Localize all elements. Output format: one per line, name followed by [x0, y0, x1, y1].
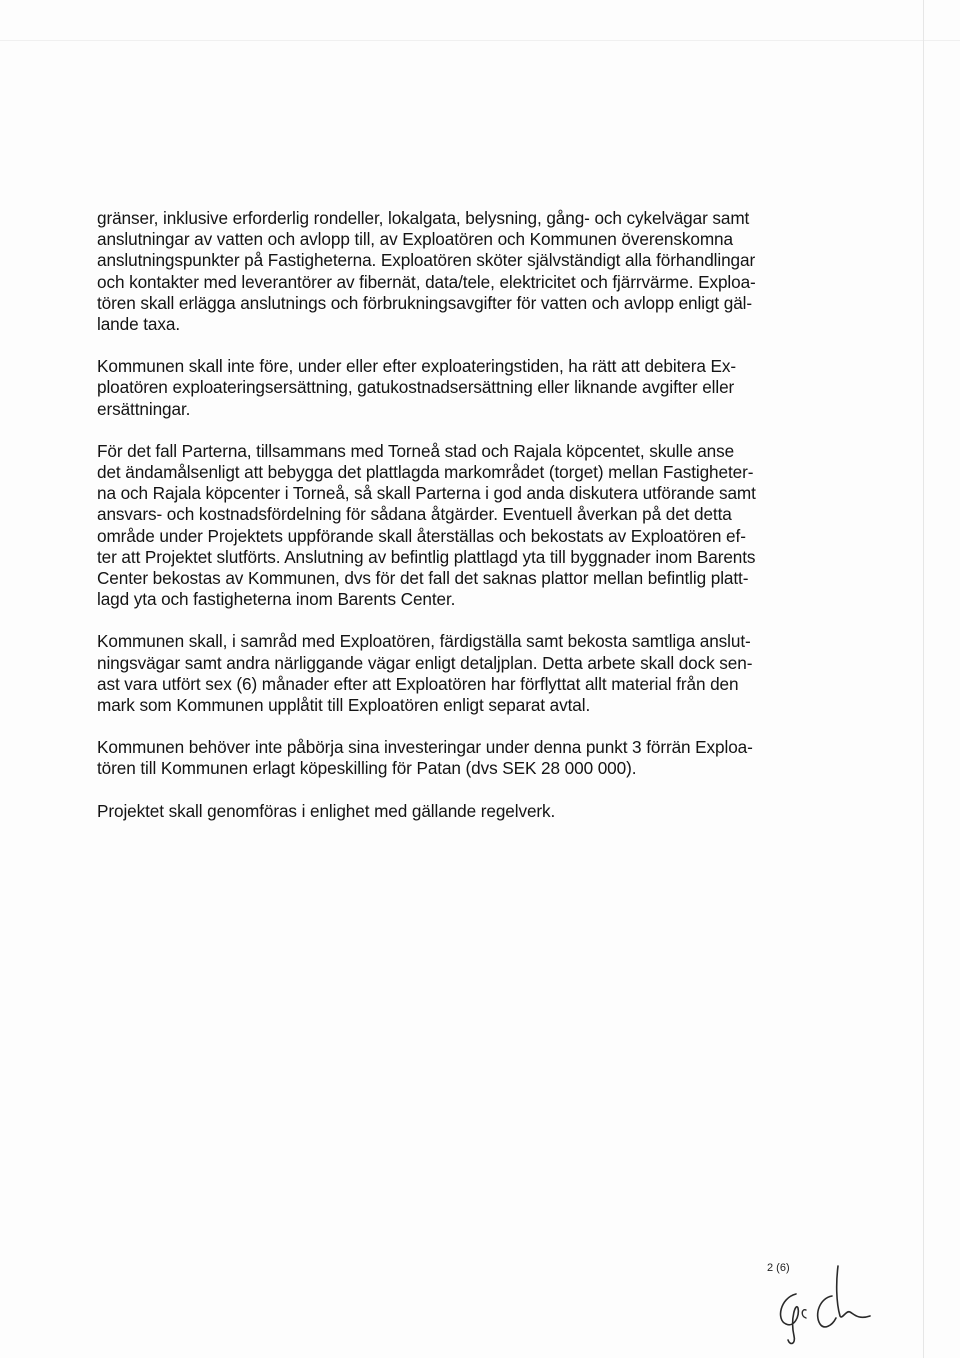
text-line: ersättningar. [97, 398, 191, 419]
scan-right-edge [923, 0, 924, 1358]
text-line: gränser, inklusive erforderlig rondeller, lokalgata, belysning, gång- och cykelvägar samt [97, 208, 750, 228]
text-line: ast vara utfört sex (6) månader efter att Exploatören har förflyttat allt material från den [97, 673, 739, 694]
text-line: Center bekostas av Kommunen, dvs för det fall det saknas plattor mellan befintlig platt- [97, 568, 749, 589]
document-body [97, 208, 787, 843]
paragraph-investments [97, 737, 787, 779]
text-line: Projektet skall genomföras i enlighet med gällande regelverk. [97, 800, 556, 821]
text-line: ter att Projektet slutförts. Anslutning av befintlig plattlagd yta till byggnader inom Barents [97, 546, 756, 567]
text-line: Kommunen skall, i samråd med Exploatören, färdigställa samt bekosta samtliga anslut- [97, 631, 751, 652]
text-line: ningsvägar samt andra närliggande vägar enligt detaljplan. Detta arbete skall dock sen- [97, 652, 753, 673]
text-line: tören skall erlägga anslutnings och förbrukningsavgifter för vatten och avlopp enligt gäl- [97, 292, 753, 313]
text-line: ploatören exploateringsersättning, gatukostnadsersättning eller liknande avgifter eller [97, 377, 735, 398]
page-number: 2 (6) [767, 1262, 790, 1274]
text-line: tören till Kommunen erlagt köpeskilling för Patan (dvs SEK 28 000 000). [97, 758, 637, 779]
text-line: och kontakter med leverantörer av fibernät, data/tele, elektricitet och fjärrvärme. Exploa- [97, 271, 756, 292]
text-line: lande taxa. [97, 314, 180, 335]
signature-icon [750, 1258, 880, 1348]
paragraph-connections [97, 208, 787, 335]
text-line: ansvars- och kostnadsfördelning för sådana åtgärder. Eventuell åverkan på det detta [97, 504, 732, 525]
text-line: na och Rajala köpcenter i Torneå, så skall Parterna i god anda diskutera utförande samt [97, 483, 756, 504]
text-line: mark som Kommunen upplåtit till Exploatören enligt separat avtal. [97, 695, 591, 716]
text-line: För det fall Parterna, tillsammans med Torneå stad och Rajala köpcentet, skulle anse [97, 440, 735, 461]
scan-top-edge [0, 40, 960, 41]
text-line: område under Projektets uppförande skall återställas och bekostats av Exploatören ef- [97, 525, 746, 546]
text-line: det ändamålsenligt att bebygga det plattlagda markområdet (torget) mellan Fastigheter- [97, 462, 754, 483]
text-line: Kommunen skall inte före, under eller efter exploateringstiden, ha rätt att debitera Ex- [97, 356, 736, 377]
paragraph-regulations [97, 801, 787, 822]
text-line: lagd yta och fastigheterna inom Barents Center. [97, 589, 456, 610]
paragraph-square-development [97, 441, 787, 611]
text-line: anslutningspunkter på Fastigheterna. Exploatören sköter självständigt alla förhandlingar [97, 250, 756, 271]
text-line: anslutningar av vatten och avlopp till, av Exploatören och Kommunen överenskomna [97, 229, 733, 250]
paragraph-no-fees [97, 356, 787, 420]
text-line: Kommunen behöver inte påbörja sina investeringar under denna punkt 3 förrän Exploa- [97, 737, 753, 758]
paragraph-roads [97, 631, 787, 716]
